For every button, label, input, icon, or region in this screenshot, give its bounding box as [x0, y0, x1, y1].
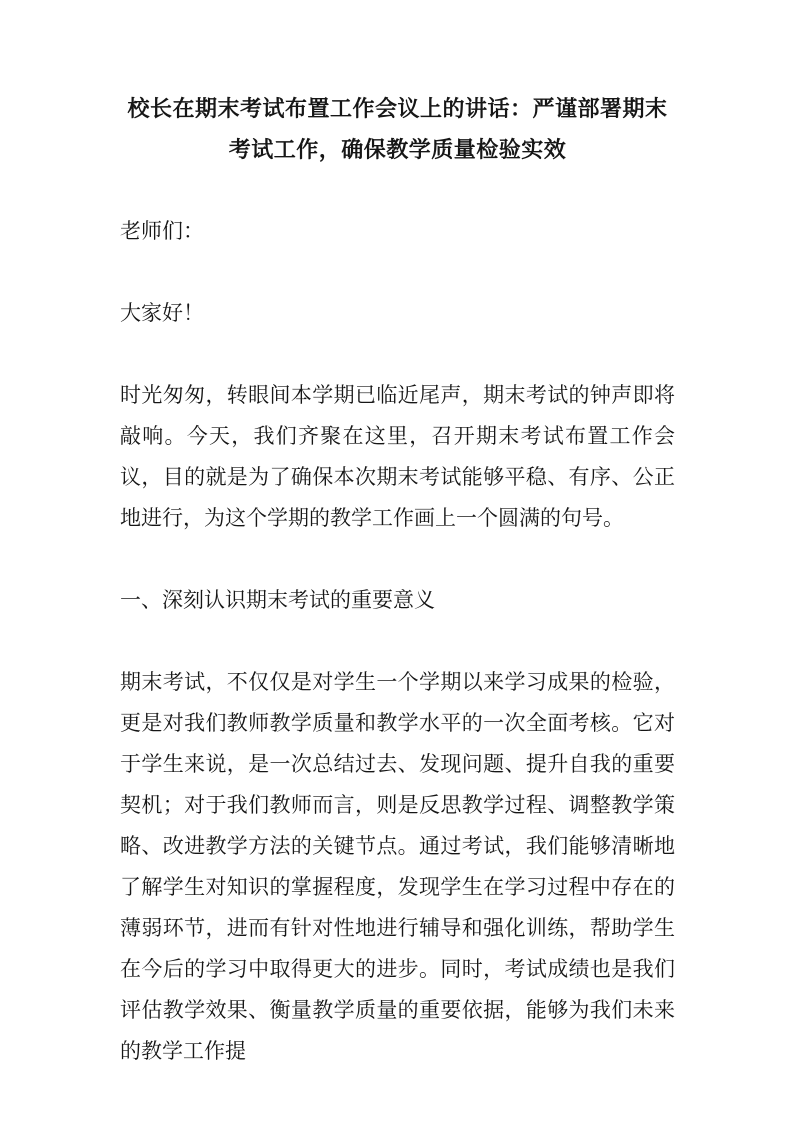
section-heading-1: 一、深刻认识期末考试的重要意义: [120, 588, 435, 612]
paragraph-salutation: 老师们：: [120, 219, 204, 243]
document-title: 校长在期末考试布置工作会议上的讲话：严谨部署期末考试工作，确保教学质量检验实效: [127, 96, 668, 162]
paragraph-greeting: 大家好！: [120, 301, 204, 325]
paragraph-section-1-body: 期末考试，不仅仅是对学生一个学期以来学习成果的检验，更是对我们教师教学质量和教学水平的一次全面考核。它对于学生来说，是一次总结过去、发现问题、提升自我的重要契机；对于我们教师而言，则是反思教学过程、调整教学策略、改进教学方法的关键节点。通过考试，我们能够清晰地了解学生对知识的掌握程度，发现学生在学习过程中存在的薄弱环节，进而有针对性地进行辅导和强化训练，帮助学生在今后的学习中取得更大的进步。同时，考试成绩也是我们评估教学效果、衡量教学质量的重要依据，能够为我们未来的教学工作提: [120, 670, 675, 1063]
paragraph-intro: 时光匆匆，转眼间本学期已临近尾声，期末考试的钟声即将敲响。今天，我们齐聚在这里，召开期末考试布置工作会议，目的就是为了确保本次期末考试能够平稳、有序、公正地进行，为这个学期的教学工作画上一个圆满的句号。: [120, 383, 675, 530]
